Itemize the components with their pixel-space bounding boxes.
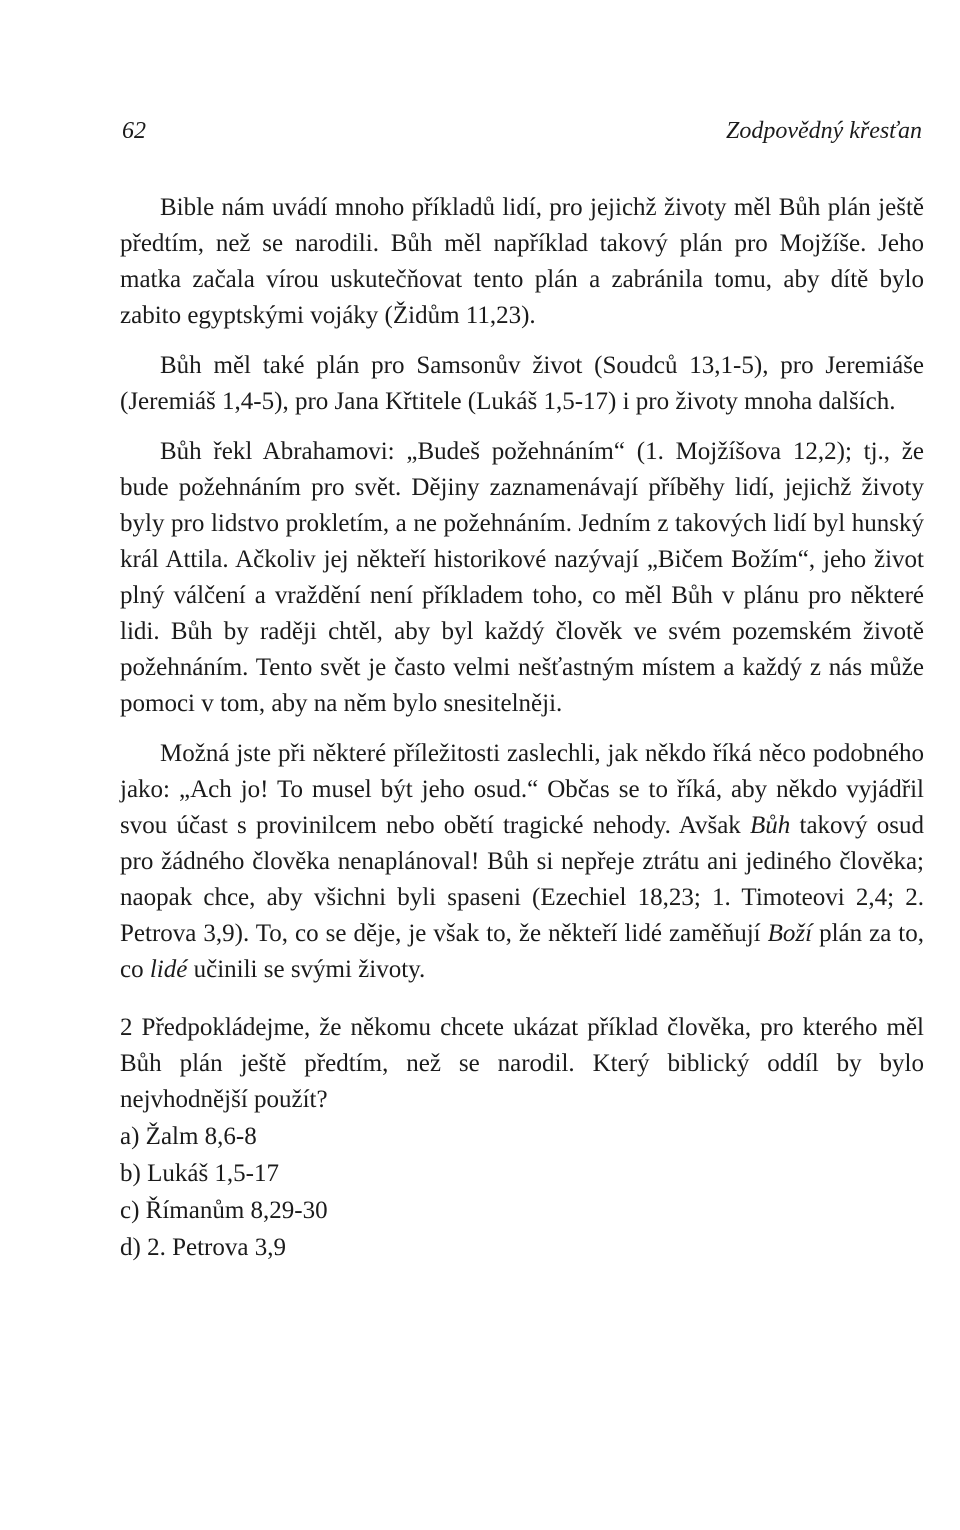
paragraph-4-text-4: učinili se svými životy. <box>187 956 426 983</box>
paragraph-1: Bible nám uvádí mnoho příkladů lidí, pro jejichž životy měl Bůh plán ještě předtím, než se narodili. Bůh měl například takový plán pro Mojžíše. Jeho matka začala vírou uskutečňovat tento plán a zabránila tomu, aby dítě bylo zabito egyptskými vojáky (Židům 11,23). <box>120 194 924 329</box>
paragraph-3: Bůh řekl Abrahamovi: „Budeš požehnáním“ (1. Mojžíšova 12,2); tj., že bude požehnáním pro svět. Dějiny zaznamenávají příběhy lidí, jejichž životy byly pro lidstvo prokletím, a ne požehnáním. Jedním z takových lidí byl hunský král Attila. Ačkoliv jej někteří historikové nazývají „Bičem Božím“, jeho život plný válčení a vraždění není příkladem toho, co měl Bůh v plánu pro některé lidi. Bůh by raději chtěl, aby byl každý člověk ve svém pozemském životě požehnáním. Tento svět je často velmi nešťastným místem a každý z nás může pomoci v tom, aby na něm bylo snesitelněji. <box>120 438 924 717</box>
emphasis-buh: Bůh <box>750 812 791 839</box>
paragraph-2: Bůh měl také plán pro Samsonův život (Soudců 13,1-5), pro Jeremiáše (Jeremiáš 1,4-5), pro Jana Křtitele (Lukáš 1,5-17) i pro životy mnoha dalších. <box>120 352 924 415</box>
paragraph-4-text-2: takový osud pro žádného člověka nenaplánoval! Bůh si nepřeje ztrátu ani jediného člověka; naopak chce, aby všichni byli spaseni (Ezechiel 18,23; 1. Timoteovi 2,4; 2. Petrova 3,9). To, co se děje, je však to, že někteří lidé zaměňují <box>120 812 924 947</box>
emphasis-bozi: Boží <box>767 920 813 947</box>
question-text <box>120 1010 924 1118</box>
question-number: 2 <box>120 1014 133 1041</box>
paragraph-4-text-1: Možná jste při některé příležitosti zaslechli, jak někdo říká něco podobného jako: „Ach jo! To musel být jeho osud.“ Občas se to říká, aby někdo vyjádřil svou účast s provinilcem nebo obětí tragické nehody. Avšak <box>120 740 924 839</box>
running-title: Zodpovědný křesťan <box>725 118 922 144</box>
question-body: Předpokládejme, že někomu chcete ukázat příklad člověka, pro kterého měl Bůh plán ještě předtím, než se narodil. Který biblický oddíl by bylo nejvhodnější použít? <box>120 1014 924 1113</box>
answer-options <box>120 1118 924 1266</box>
answer-option-a: a) Žalm 8,6-8 <box>120 1123 257 1150</box>
paragraph-4-text-3: plán za to, co <box>120 920 924 983</box>
answer-option-c: c) Římanům 8,29-30 <box>120 1197 328 1224</box>
answer-option-d: d) 2. Petrova 3,9 <box>120 1234 286 1261</box>
answer-option-b: b) Lukáš 1,5-17 <box>120 1160 279 1187</box>
paragraph-4 <box>120 736 924 988</box>
page-header <box>122 118 922 148</box>
emphasis-lide: lidé <box>149 956 188 983</box>
question-block <box>120 1010 924 1266</box>
page-number: 62 <box>122 118 146 144</box>
body-text <box>120 190 924 1266</box>
